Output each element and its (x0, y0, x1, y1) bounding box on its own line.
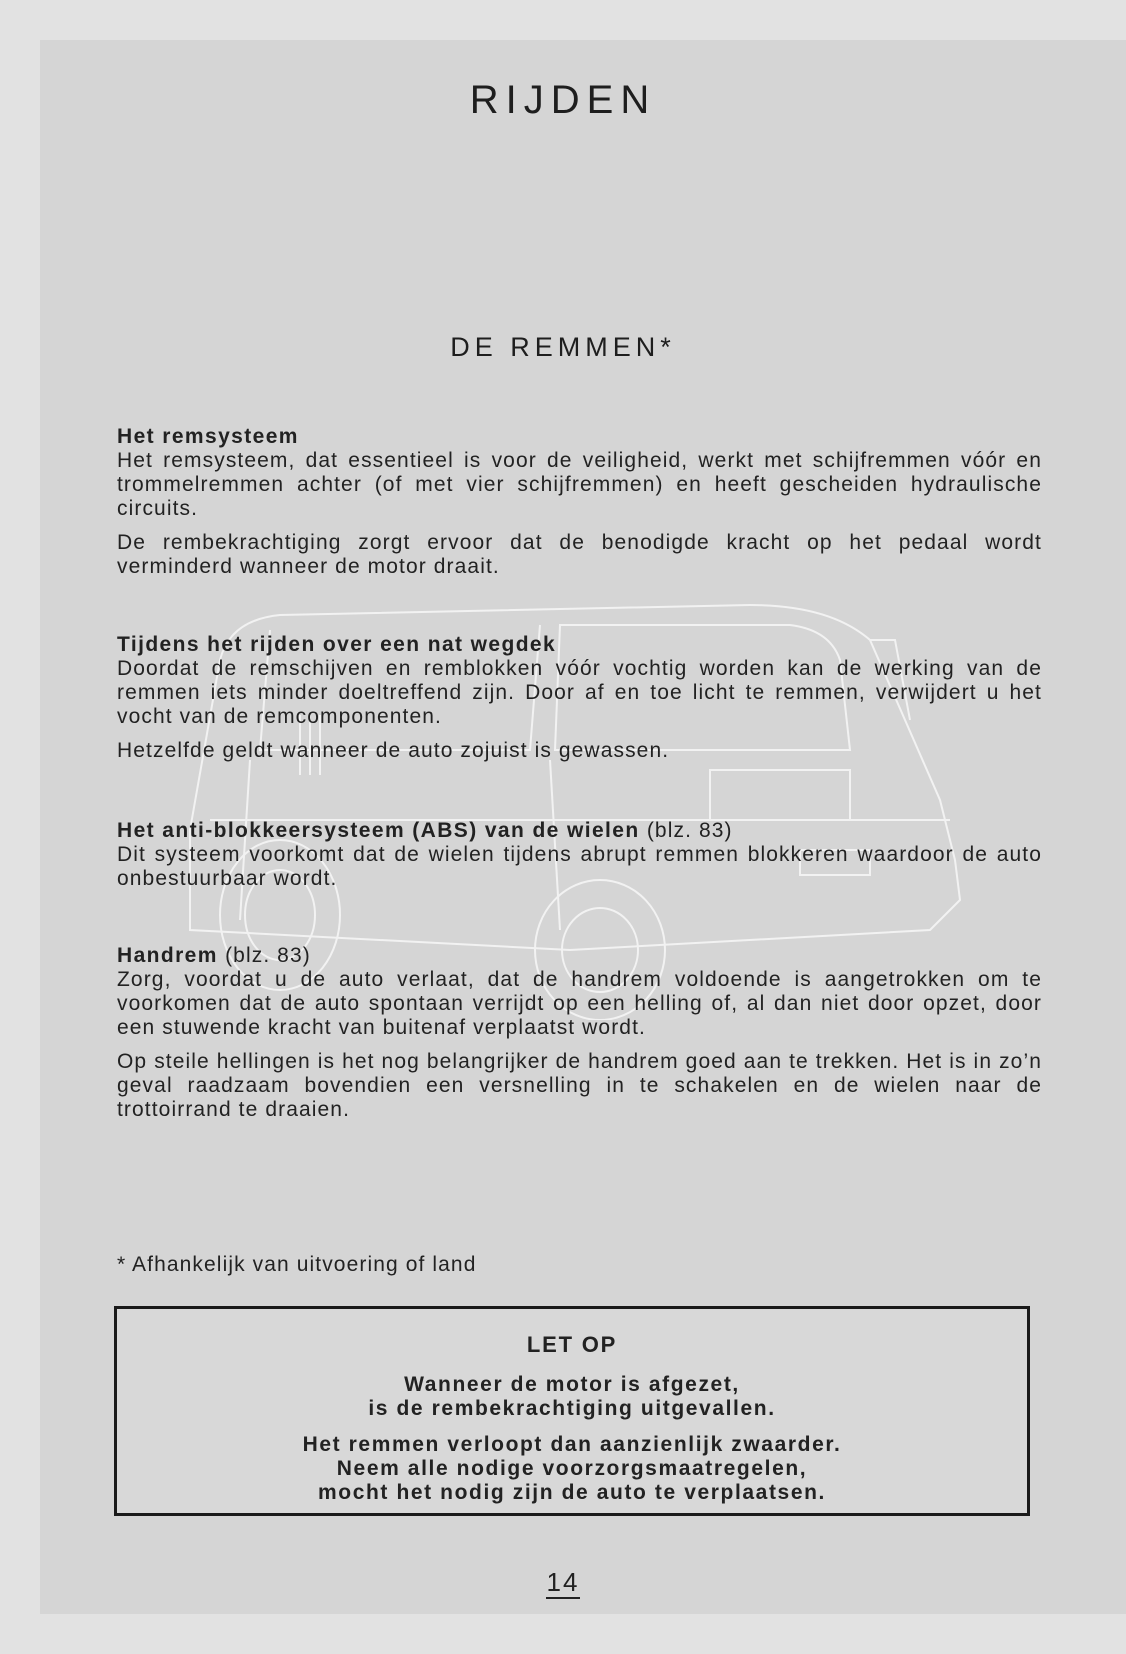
page-title: RIJDEN (469, 78, 657, 122)
warning-line: mocht het nodig zijn de auto te verplaatsen. (318, 1481, 826, 1504)
warning-text-2 (117, 1433, 1027, 1505)
footnote: * Afhankelijk van uitvoering of land (117, 1253, 477, 1276)
page-reference: (blz. 83) (225, 944, 311, 967)
paragraph: Het remsysteem, dat essentieel is voor de veiligheid, werkt met schijfremmen vóór en trommelremmen achter (of met vier schijfremmen) en heeft gescheiden hydraulische circuits. (117, 449, 1042, 520)
warning-line: Neem alle nodige voorzorgsmaatregelen, (336, 1457, 808, 1480)
warning-title: LET OP (526, 1332, 618, 1357)
page-number-value: 14 (546, 1567, 580, 1597)
page-number (0, 1567, 1126, 1598)
section-heading: Tijdens het rijden over een nat wegdek (117, 633, 557, 656)
warning-line: Het remmen verloopt dan aanzienlijk zwaarder. (302, 1433, 842, 1456)
paragraph: Hetzelfde geldt wanneer de auto zojuist is gewassen. (117, 739, 670, 762)
section-heading: Handrem (117, 944, 218, 967)
warning-text-1 (117, 1373, 1027, 1421)
section-title: DE REMMEN* (450, 332, 676, 362)
paragraph: Doordat de remschijven en remblokken vóór vochtig worden kan de werking van de remmen iets minder doeltreffend zijn. Door af en toe licht te remmen, verwijdert u het vocht van de remcomponenten. (117, 657, 1042, 728)
paragraph: Zorg, voordat u de auto verlaat, dat de handrem voldoende is aangetrokken om te voorkomen dat de auto spontaan verrijdt op een helling of, al dan niet door opzet, door een stuwende kracht van buitenaf verplaatst wordt. (117, 968, 1042, 1039)
paragraph: De rembekrachtiging zorgt ervoor dat de benodigde kracht op het pedaal wordt verminderd wanneer de motor draait. (117, 531, 1042, 578)
section-heading: Het anti-blokkeersysteem (ABS) van de wielen (117, 819, 640, 842)
section-handrem (117, 944, 1042, 1122)
warning-line: is de rembekrachtiging uitgevallen. (368, 1397, 776, 1420)
section-nat-wegdek (117, 633, 1042, 763)
page-reference: (blz. 83) (646, 819, 733, 842)
paragraph: Dit systeem voorkomt dat de wielen tijdens abrupt remmen blokkeren waardoor de auto onbestuurbaar wordt. (117, 843, 1042, 890)
warning-box (114, 1306, 1030, 1516)
section-remsysteem (117, 425, 1042, 579)
section-abs (117, 819, 1042, 891)
paragraph: Op steile hellingen is het nog belangrijker de handrem goed aan te trekken. Het is in zo’n geval raadzaam bovendien een versnelling in te schakelen en de wielen naar de trottoirrand te draaien. (117, 1050, 1042, 1121)
warning-line: Wanneer de motor is afgezet, (404, 1373, 740, 1396)
section-heading: Het remsysteem (117, 425, 299, 448)
